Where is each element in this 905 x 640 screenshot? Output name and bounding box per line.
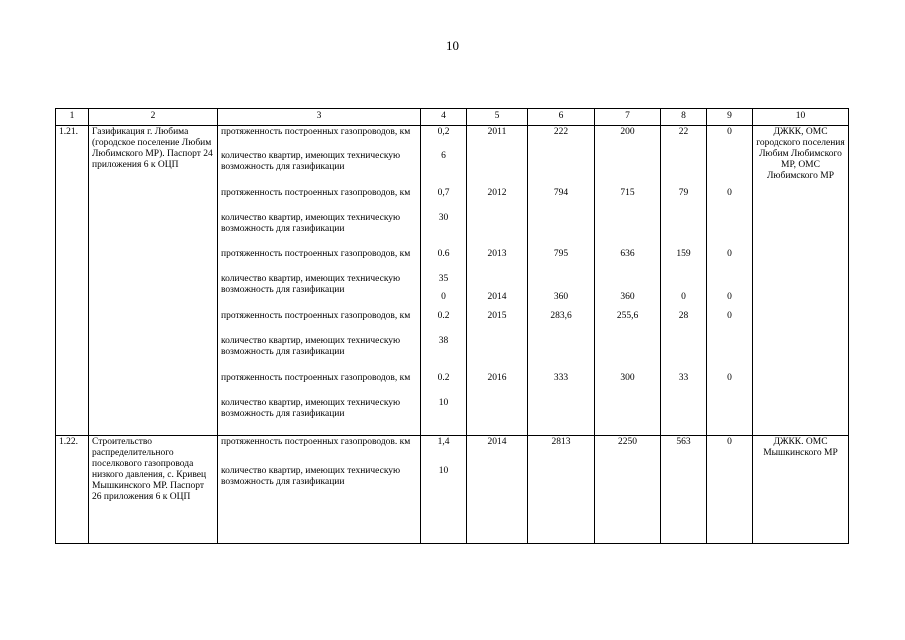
other-cell bbox=[707, 126, 753, 436]
regional: 715 bbox=[620, 188, 635, 198]
program-table bbox=[55, 108, 849, 544]
value: 0,2 bbox=[437, 127, 450, 137]
local: 28 bbox=[678, 311, 689, 321]
metric-name: протяженность построенных газопроводов, км bbox=[221, 127, 411, 137]
metric-name: количество квартир, имеющих техническую возможность для газификации bbox=[221, 466, 401, 487]
executor: ДЖКК, ОМС городского поселения Любим Любимского МР, ОМС Любимского МР bbox=[753, 126, 849, 436]
other: 0 bbox=[727, 249, 732, 259]
value: 0 bbox=[441, 292, 446, 302]
measure-name: Строительство распределительного поселкового газопровода низкого давления, с. Кривец Мышкинского МР. Паспорт 26 приложения 6 к ОЦП bbox=[89, 436, 218, 544]
value: 0,7 bbox=[437, 188, 450, 198]
header-cell: 1 bbox=[56, 109, 89, 126]
regional: 255,6 bbox=[616, 311, 639, 321]
header-cell: 3 bbox=[218, 109, 421, 126]
table-row bbox=[56, 126, 849, 436]
regional: 360 bbox=[620, 292, 635, 302]
total: 222 bbox=[553, 127, 569, 137]
year: 2011 bbox=[487, 127, 507, 137]
local: 0 bbox=[681, 292, 686, 302]
year-cell bbox=[467, 126, 528, 436]
executor: ДЖКК. ОМС Мышкинского МР bbox=[753, 436, 849, 544]
metric-name: протяженность построенных газопроводов, км bbox=[221, 311, 411, 321]
regional: 200 bbox=[620, 127, 635, 137]
value: 10 bbox=[438, 466, 449, 476]
regional: 300 bbox=[620, 373, 635, 383]
row-number: 1.22. bbox=[56, 436, 89, 544]
header-cell: 7 bbox=[595, 109, 661, 126]
total: 795 bbox=[553, 249, 569, 259]
metric-name: протяженность построенных газопроводов, км bbox=[221, 249, 411, 259]
measure-name: Газификация г. Любима (городское поселение Любим Любимского МР). Паспорт 24 приложения 6 к ОЦП bbox=[89, 126, 218, 436]
header-cell: 10 bbox=[753, 109, 849, 126]
other: 0 bbox=[727, 373, 732, 383]
header-cell: 2 bbox=[89, 109, 218, 126]
local: 22 bbox=[678, 127, 689, 137]
local: 563 bbox=[661, 436, 707, 544]
local: 159 bbox=[676, 249, 691, 259]
metric-cell bbox=[218, 126, 421, 436]
local-cell bbox=[661, 126, 707, 436]
page-number: 10 bbox=[446, 38, 459, 53]
total-cell bbox=[528, 126, 595, 436]
regional: 2250 bbox=[595, 436, 661, 544]
metric-name: количество квартир, имеющих техническую возможность для газификации bbox=[221, 213, 401, 234]
metric-name: количество квартир, имеющих техническую возможность для газификации bbox=[221, 151, 401, 172]
other: 0 bbox=[707, 436, 753, 544]
metric-cell bbox=[218, 436, 421, 544]
table-row bbox=[56, 436, 849, 544]
value: 0.6 bbox=[437, 249, 450, 259]
local: 79 bbox=[678, 188, 689, 198]
metric-name: количество квартир, имеющих техническую возможность для газификации bbox=[221, 398, 401, 419]
header-cell: 5 bbox=[467, 109, 528, 126]
metric-name: количество квартир, имеющих техническую возможность для газификации bbox=[221, 274, 401, 295]
header-row bbox=[56, 109, 849, 126]
year: 2014 bbox=[487, 292, 507, 302]
value: 1,4 bbox=[437, 437, 450, 447]
local: 33 bbox=[678, 373, 689, 383]
metric-name: количество квартир, имеющих техническую возможность для газификации bbox=[221, 336, 401, 357]
year: 2015 bbox=[487, 311, 507, 321]
metric-name: протяженность построенных газопроводов, км bbox=[221, 188, 411, 198]
value: 35 bbox=[438, 274, 449, 284]
row-number: 1.21. bbox=[56, 126, 89, 436]
total: 794 bbox=[553, 188, 569, 198]
value: 0.2 bbox=[437, 311, 450, 321]
header-cell: 4 bbox=[421, 109, 467, 126]
other: 0 bbox=[727, 188, 732, 198]
value: 0.2 bbox=[437, 373, 450, 383]
value: 38 bbox=[438, 336, 449, 346]
total: 283,6 bbox=[550, 311, 572, 321]
regional-cell bbox=[595, 126, 661, 436]
value: 10 bbox=[438, 398, 449, 408]
value-cell bbox=[421, 126, 467, 436]
other: 0 bbox=[727, 292, 732, 302]
metric-name: протяженность построенных газопроводов. км bbox=[221, 437, 411, 447]
header-cell: 8 bbox=[661, 109, 707, 126]
value: 6 bbox=[441, 151, 446, 161]
other: 0 bbox=[727, 127, 732, 137]
metric-name: протяженность построенных газопроводов, км bbox=[221, 373, 411, 383]
other: 0 bbox=[727, 311, 732, 321]
year: 2012 bbox=[487, 188, 507, 198]
header-cell: 6 bbox=[528, 109, 595, 126]
value-cell bbox=[421, 436, 467, 544]
header-cell: 9 bbox=[707, 109, 753, 126]
year: 2013 bbox=[487, 249, 507, 259]
value: 30 bbox=[438, 213, 449, 223]
regional: 636 bbox=[620, 249, 635, 259]
total: 2813 bbox=[528, 436, 595, 544]
total: 333 bbox=[553, 373, 569, 383]
total: 360 bbox=[553, 292, 569, 302]
year: 2016 bbox=[487, 373, 507, 383]
year: 2014 bbox=[467, 436, 528, 544]
